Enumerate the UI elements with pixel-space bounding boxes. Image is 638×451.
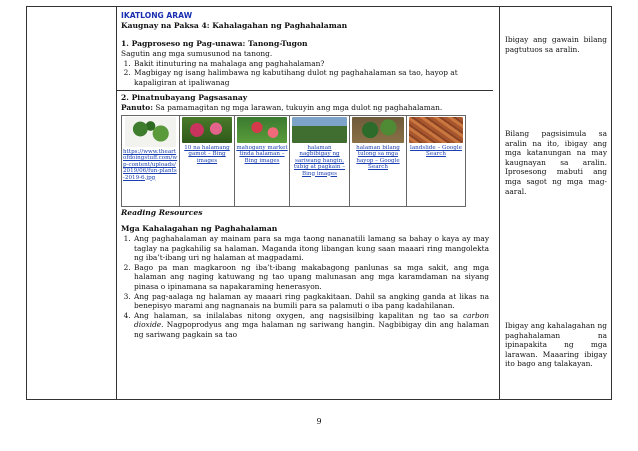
image-cell (122, 116, 180, 206)
activity2-title: 2. Pinatnubayang Pagsasanay (121, 93, 248, 103)
topic-heading: Kaugnay na Paksa 4: Kahalagahan ng Paghahalaman (121, 21, 348, 30)
page-number: 9 (316, 417, 322, 426)
list-item: 3. Ang pag-aalaga ng halaman ay maaari ring pagkakitaan. Dahil sa angking ganda at likas na benepisyo marami ang nagnanais na bumili para sa palamuti o iba pang kadahilanan. (133, 292, 489, 311)
flowering-plant-photo (182, 117, 232, 143)
image-link[interactable]: mahogany market tinda halaman – Bing images (236, 144, 288, 164)
left-column-empty (27, 7, 116, 399)
image-cell (350, 116, 407, 206)
teacher-notes-column (501, 7, 611, 399)
guided-practice-section (117, 90, 493, 339)
activity1-instruction: Sagutin ang mga sumusunod na tanong. (121, 49, 273, 58)
teacher-note: Bilang pagsisimula sa aralin na ito, ibigay ang mga katanungan na may kaugnayan sa aralin. Iprosesong mabuti ang mga sagot ng mga mag-aaral. (505, 129, 607, 196)
list-item: 2. Bago pa man magkaroon ng iba’t-ibang makabagong panlunas sa mga sakit, ang mga halaman ang naging katuwang ng tao upang malunasan ang mga karamdaman na siyang pinasa o ipinamana sa napakaraming henerasyon. (133, 263, 489, 292)
image-cell (290, 116, 350, 206)
lesson-content (117, 11, 493, 399)
instruction-label: Panuto: (121, 103, 153, 113)
activity1-title: 1. Pagproseso ng Pag-unawa: Tanong-Tugon (121, 39, 308, 48)
list-item: 1. Ang paghahalaman ay mainam para sa mga taong nananatili lamang sa bahay o kaya ay may taglay na pagkahilig sa halaman. Maganda itong libangan kung saan maaari ring mangolekta ng iba’t-ibang uri ng halaman at magpadami. (133, 234, 489, 263)
image-cell (235, 116, 290, 206)
teacher-note: Ibigay ang gawain bilang pagtutuos sa aralin. (505, 35, 607, 54)
potted-plants-photo (125, 117, 175, 147)
list-item: 2. Magbigay ng isang halimbawa ng kabutihang dulot ng paghahalaman sa tao, hayop at kapaligiran at ipaliwanag (133, 68, 489, 87)
teacher-note: Ibigay ang kahalagahan ng paghahalaman na ipinapakita ng mga larawan. Maaaring ibigay ito bago ang talakayan. (505, 321, 607, 369)
column-divider (499, 7, 500, 399)
list-item (133, 311, 489, 340)
image-link[interactable]: halaman bilang tulong sa mga hayop – Google Search (356, 144, 400, 171)
animals-plants-photo (352, 117, 404, 143)
day-heading: IKATLONG ARAW (121, 11, 193, 20)
image-link[interactable]: halaman nagbibigay ng sariwang hangin, tubig at pagkain – Bing images (293, 144, 346, 177)
instruction-text: Sa pamamagitan ng mga larawan, tukuyin ang mga dulot ng paghahalaman. (155, 103, 443, 113)
image-link[interactable]: https://www.theartofdoingstuff.com/wp-content/uploads/2019/06/fun-plants-2019-6.jpg (123, 148, 178, 181)
reading-resources-label: Reading Resources (121, 207, 203, 217)
flower-market-photo (237, 117, 287, 143)
question-list (133, 59, 489, 88)
reading-list (133, 234, 489, 340)
image-link[interactable]: 10 na halamang gamot – Bing images (184, 144, 230, 164)
item4-italic: carbon dioxide. (134, 310, 489, 330)
garden-landscape-photo (292, 117, 346, 143)
item4-text-rest: Nagpoprodyus ang mga halaman ng sariwang hangin. Nagbibigay din ang halaman ng sariwang pagkain sa tao (134, 320, 489, 339)
lesson-table (26, 6, 612, 400)
landslide-photo (409, 117, 462, 143)
image-strip (121, 115, 466, 207)
list-item: 1. Bakit itinuturing na mahalaga ang paghahalaman? (133, 59, 489, 69)
activity2-instruction (121, 103, 489, 113)
image-cell (407, 116, 465, 206)
image-cell (180, 116, 235, 206)
item4-text: Ang halaman, sa inilalabas nitong oxygen, ang nagsisilbing kapalitan ng tao sa (134, 310, 459, 320)
image-link[interactable]: landslide – Google Search (410, 144, 462, 158)
reading-title: Mga Kahalagahan ng Paghahalaman (121, 223, 278, 233)
